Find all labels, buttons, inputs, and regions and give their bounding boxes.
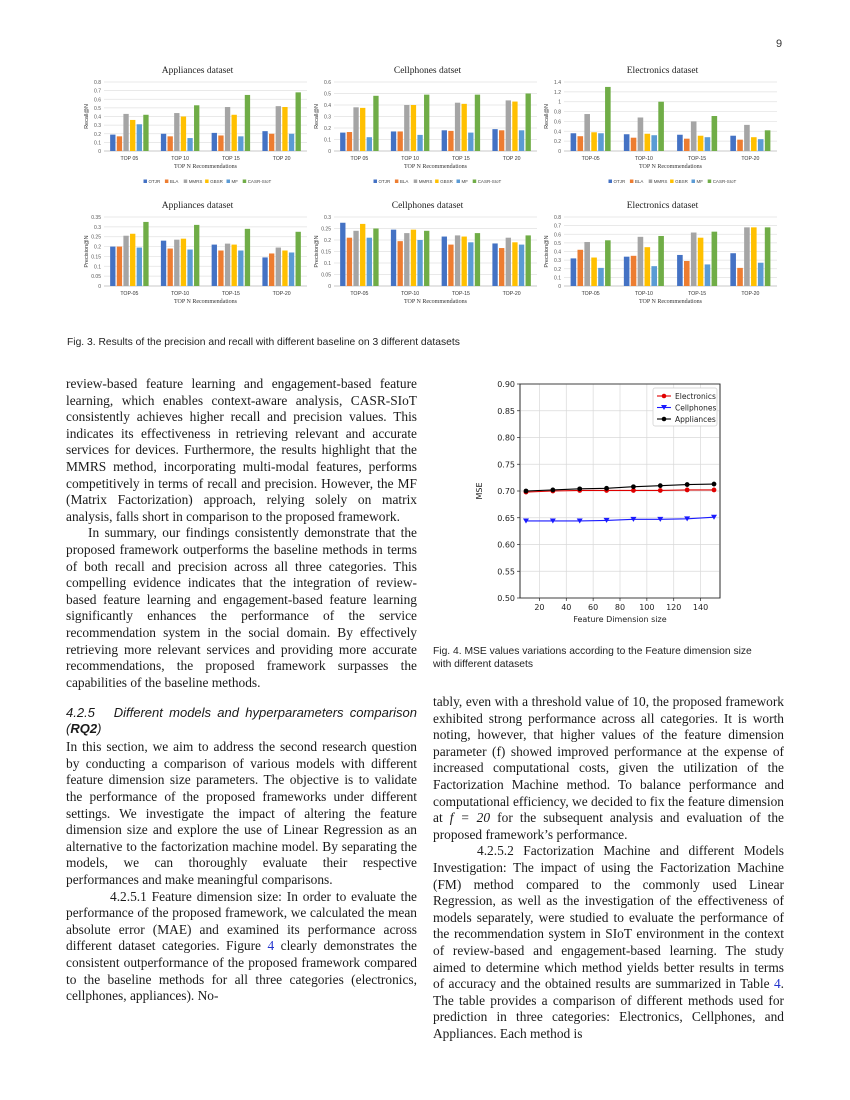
right-para1-text: tably, even with a threshold value of 10, the proposed framework exhibited strong performance across all categories. It is worth noting, however, that higher values of the feature dimension parameter (f) showed improved performance at the expense of increased computational costs, given the utilization of the Factorization Machine method. To balance performance and computational efficiency, we decided to fix the feature dimension at	[433, 694, 784, 826]
svg-text:MF: MF	[461, 179, 468, 184]
svg-text:TOP N Recommendations: TOP N Recommendations	[639, 164, 702, 170]
svg-text:0.8: 0.8	[94, 80, 101, 86]
svg-text:1: 1	[558, 99, 561, 106]
svg-text:0: 0	[98, 149, 101, 155]
svg-text:0.2: 0.2	[554, 139, 561, 146]
svg-text:0.7: 0.7	[554, 223, 561, 230]
svg-text:TOP N Recommendations: TOP N Recommendations	[404, 164, 467, 170]
svg-text:TOP-05: TOP-05	[350, 291, 369, 297]
svg-text:TOP 20: TOP 20	[502, 156, 521, 162]
fig4-caption-line1: Fig. 4. MSE values variations according to the Feature dimension size	[433, 646, 752, 657]
svg-text:Appliances dataset: Appliances dataset	[161, 66, 234, 76]
svg-text:BLA: BLA	[169, 179, 179, 184]
svg-text:0.4: 0.4	[94, 114, 101, 121]
fig3-chart-precision-cellphones	[310, 195, 545, 310]
svg-text:140: 140	[692, 603, 709, 612]
svg-text:TOP 05: TOP 05	[120, 156, 139, 162]
svg-text:TOP 10: TOP 10	[171, 156, 189, 162]
right-para2-text: 4.2.5.2 Factorization Machine and different Models Investigation: The impact of using the Factorization Machine (FM) method compared to the commonly used Linear Regression, as well as the investigation of the effectiveness of models separately, were studied to evaluate the performance of the recommendation system in SIoT environment in the context of review-based and engagement-based learning. The study aimed to determine which method yields better results in terms of accuracy and the obtained results are summarized in Table	[433, 843, 784, 992]
svg-text:0.2: 0.2	[324, 238, 331, 244]
svg-text:TOP-15: TOP-15	[221, 291, 240, 297]
svg-text:0.3: 0.3	[324, 215, 331, 221]
svg-text:0.4: 0.4	[324, 103, 331, 109]
svg-text:0: 0	[558, 149, 561, 155]
svg-text:Feature Dimension size: Feature Dimension size	[573, 615, 667, 624]
left-column	[66, 376, 417, 1005]
svg-text:TOP N Recommendations: TOP N Recommendations	[639, 299, 702, 305]
svg-text:100: 100	[639, 603, 655, 612]
svg-text:0.6: 0.6	[554, 232, 561, 239]
svg-text:TOP 10: TOP 10	[401, 156, 419, 162]
svg-text:0.7: 0.7	[94, 88, 101, 95]
svg-text:80: 80	[614, 603, 626, 612]
svg-text:0.65: 0.65	[497, 513, 515, 523]
para4-text-end: clearly demonstrates the consistent outperformance of the proposed framework compared to the baseline methods for all three categories (electronics, cellphones, appliances). No-	[66, 938, 417, 1004]
svg-text:Recall@N: Recall@N	[314, 104, 320, 129]
svg-text:0.4: 0.4	[554, 249, 561, 256]
svg-text:GBSR: GBSR	[675, 179, 688, 184]
svg-text:0.2: 0.2	[94, 244, 101, 251]
svg-text:Recall@N: Recall@N	[544, 104, 550, 129]
svg-text:0.75: 0.75	[497, 460, 515, 470]
svg-text:0.15: 0.15	[321, 249, 331, 256]
svg-text:TOP N Recommendations: TOP N Recommendations	[174, 299, 237, 305]
svg-text:0: 0	[98, 284, 101, 290]
section-number: 4.2.5	[66, 705, 95, 721]
section-close-paren: )	[97, 721, 102, 737]
svg-text:GBSR: GBSR	[440, 179, 453, 184]
svg-text:0.6: 0.6	[324, 80, 331, 86]
svg-text:0.1: 0.1	[324, 137, 331, 144]
svg-text:0: 0	[328, 284, 331, 290]
section-title: Different models and hyperparameters comparison (	[66, 705, 417, 737]
fig3-chart-recall-cellphones	[310, 60, 545, 195]
svg-text:GBSR: GBSR	[210, 179, 223, 184]
svg-text:TOP N Recommendations: TOP N Recommendations	[174, 164, 237, 170]
svg-text:TOP N Recommendations: TOP N Recommendations	[404, 299, 467, 305]
figure-4-link[interactable]: 4	[267, 938, 275, 954]
svg-text:0.2: 0.2	[94, 131, 101, 138]
svg-text:0.3: 0.3	[554, 258, 561, 265]
svg-text:0: 0	[558, 284, 561, 290]
svg-text:0.1: 0.1	[94, 140, 101, 147]
svg-text:TOP 15: TOP 15	[222, 156, 240, 162]
svg-text:Precision@N: Precision@N	[314, 235, 320, 268]
svg-text:Precision@N: Precision@N	[84, 235, 90, 268]
svg-text:MMRS: MMRS	[653, 179, 668, 184]
svg-text:60: 60	[588, 603, 599, 612]
svg-text:0.3: 0.3	[94, 123, 101, 130]
fig3-caption: Fig. 3. Results of the precision and recall with different baseline on 3 different datasets	[67, 337, 460, 348]
svg-text:MMRS: MMRS	[418, 179, 433, 184]
left-para-3: In this section, we aim to address the second research question by conducting a comparison of various models with different feature dimension size parameters. The objective is to validate the performance of the proposed frameworks under different settings. We investigate the impact of altering the feature dimension size and explore the use of Linear Regression as an alternative to the factorization machine model. By separating the models, we can thoroughly evaluate their respective performances and make meaningful comparisons.	[66, 739, 417, 888]
svg-text:0.60: 0.60	[497, 540, 515, 550]
fig4-caption-line2: with different datasets	[433, 659, 533, 670]
svg-text:TOP-10: TOP-10	[634, 156, 653, 162]
fig3-chart-precision-electronics	[540, 195, 785, 310]
svg-text:Precision@N: Precision@N	[544, 235, 550, 268]
page-number: 9	[776, 38, 783, 50]
svg-text:0.3: 0.3	[94, 224, 101, 231]
svg-text:TOP-20: TOP-20	[741, 291, 760, 297]
svg-text:0.1: 0.1	[554, 275, 561, 282]
svg-text:0.85: 0.85	[497, 406, 515, 416]
svg-text:TOP-15: TOP-15	[688, 156, 707, 162]
svg-text:0.4: 0.4	[554, 129, 561, 136]
fig3-chart-recall-electronics	[540, 60, 785, 195]
svg-text:0.5: 0.5	[94, 105, 101, 112]
svg-text:OTJR: OTJR	[378, 179, 391, 184]
svg-text:Cellphones: Cellphones	[675, 403, 717, 413]
svg-text:0.5: 0.5	[554, 240, 561, 247]
svg-text:40: 40	[561, 603, 572, 612]
svg-text:0.35: 0.35	[91, 215, 101, 221]
svg-text:0.8: 0.8	[554, 109, 561, 116]
svg-text:20: 20	[534, 603, 545, 612]
svg-text:0.05: 0.05	[321, 272, 331, 279]
svg-text:0.55: 0.55	[497, 567, 515, 577]
svg-text:CASR-SIoT: CASR-SIoT	[247, 179, 272, 184]
left-para-1: review-based feature learning and engagement-based feature learning, which enables context-aware analysis, CASR-SIoT consistently achieves higher recall and precision values. This indicates its effectiveness in retrieving relevant and accurate services for devices. Furthermore, the results highlight that the MMRS method, incorporating multi-modal features, performs competitively in terms of recall and precision. However, the MF (Matrix Factorization) approach, relying solely on matrix analysis, falls short in comparison to the proposed framework.	[66, 376, 417, 524]
svg-text:BLA: BLA	[634, 179, 644, 184]
svg-text:TOP-10: TOP-10	[171, 291, 190, 297]
svg-text:TOP-15: TOP-15	[451, 291, 470, 297]
svg-text:0.25: 0.25	[321, 226, 331, 233]
svg-text:Cellphones datset: Cellphones datset	[393, 66, 462, 76]
svg-text:Appliances: Appliances	[675, 415, 716, 424]
svg-text:0.15: 0.15	[91, 254, 101, 261]
svg-text:0.8: 0.8	[554, 215, 561, 221]
table-4-link[interactable]: 4	[773, 976, 781, 992]
svg-text:Electronics: Electronics	[675, 392, 716, 401]
svg-text:OTJR: OTJR	[613, 179, 626, 184]
svg-text:MF: MF	[231, 179, 238, 184]
svg-text:0.2: 0.2	[324, 126, 331, 132]
svg-text:BLA: BLA	[399, 179, 409, 184]
svg-text:CASR-SIoT: CASR-SIoT	[477, 179, 502, 184]
svg-text:0.6: 0.6	[94, 97, 101, 104]
svg-text:0.1: 0.1	[94, 264, 101, 271]
svg-text:TOP-20: TOP-20	[502, 291, 521, 297]
svg-text:MSE: MSE	[475, 482, 484, 500]
svg-text:Recall@N: Recall@N	[84, 104, 90, 129]
svg-text:MMRS: MMRS	[188, 179, 203, 184]
svg-text:0: 0	[328, 149, 331, 155]
svg-text:TOP 15: TOP 15	[452, 156, 470, 162]
svg-text:TOP-10: TOP-10	[634, 291, 653, 297]
svg-text:OTJR: OTJR	[148, 179, 161, 184]
svg-text:0.3: 0.3	[324, 114, 331, 121]
svg-text:0.25: 0.25	[91, 234, 101, 241]
svg-text:TOP-05: TOP-05	[581, 156, 600, 162]
svg-text:CASR-SIoT: CASR-SIoT	[712, 179, 737, 184]
right-column	[433, 694, 784, 1042]
right-para2-text-end: . The table provides a comparison of different methods used for prediction in three categories: Electronics, Cellphones, and Appliances. Each method is	[433, 976, 784, 1041]
para4-text: 4.2.5.1 Feature dimension size: In order to evaluate the performance of the proposed framework, we calculated the mean absolute error (MAE) and examined its performance across different dataset categories. Figure	[66, 888, 417, 954]
svg-text:0.80: 0.80	[497, 433, 515, 443]
section-rq: RQ2	[70, 721, 98, 737]
left-para-2: In summary, our findings consistently demonstrate that the proposed framework outperforms the baseline methods in terms of both recall and precision across all three categories. This compelling evidence indicates that the integration of review-based feature learning and engagement-based feature learning significantly enhances the performance of the service recommendation system in the social domain. By effectively retrieving more relevant services and providing more accurate recommendations, the proposed framework surpasses the capabilities of the baseline methods.	[66, 525, 417, 690]
svg-text:120: 120	[666, 603, 682, 612]
svg-text:TOP 05: TOP 05	[350, 156, 369, 162]
fig4-mse-chart	[470, 378, 730, 628]
svg-text:TOP-05: TOP-05	[581, 291, 600, 297]
right-para1-text-end: for the subsequent analysis and evaluation of the proposed framework’s performance.	[433, 810, 784, 842]
svg-text:0.1: 0.1	[324, 261, 331, 267]
svg-text:0.6: 0.6	[554, 119, 561, 126]
svg-text:Cellphones dataset: Cellphones dataset	[391, 201, 464, 211]
svg-text:TOP 20: TOP 20	[272, 156, 291, 162]
svg-text:MF: MF	[696, 179, 703, 184]
fig4-caption	[433, 645, 788, 671]
svg-text:Electronics dataset: Electronics dataset	[626, 201, 699, 211]
right-para-1	[433, 694, 784, 843]
svg-text:0.90: 0.90	[497, 380, 515, 389]
svg-text:TOP-20: TOP-20	[272, 291, 291, 297]
svg-text:0.05: 0.05	[91, 274, 101, 281]
svg-text:0.2: 0.2	[554, 266, 561, 273]
fig3-chart-recall-appliances	[80, 60, 315, 195]
svg-text:0.70: 0.70	[497, 487, 515, 496]
right-para-2	[433, 843, 784, 1042]
svg-text:TOP-10: TOP-10	[401, 291, 420, 297]
svg-text:0.5: 0.5	[324, 91, 331, 98]
svg-text:1.2: 1.2	[554, 89, 561, 96]
svg-text:Electronics dataset: Electronics dataset	[626, 66, 699, 76]
svg-text:1.4: 1.4	[554, 80, 561, 86]
fig3-chart-precision-appliances	[80, 195, 315, 310]
svg-text:0.50: 0.50	[497, 594, 515, 603]
svg-text:TOP-20: TOP-20	[741, 156, 760, 162]
left-para-4	[66, 889, 417, 1005]
svg-text:TOP-05: TOP-05	[120, 291, 139, 297]
section-heading-4-2-5	[66, 705, 417, 737]
svg-text:TOP-15: TOP-15	[688, 291, 707, 297]
feature-dimension-math: f = 20	[449, 810, 491, 826]
svg-text:Appliances dataset: Appliances dataset	[161, 201, 234, 211]
